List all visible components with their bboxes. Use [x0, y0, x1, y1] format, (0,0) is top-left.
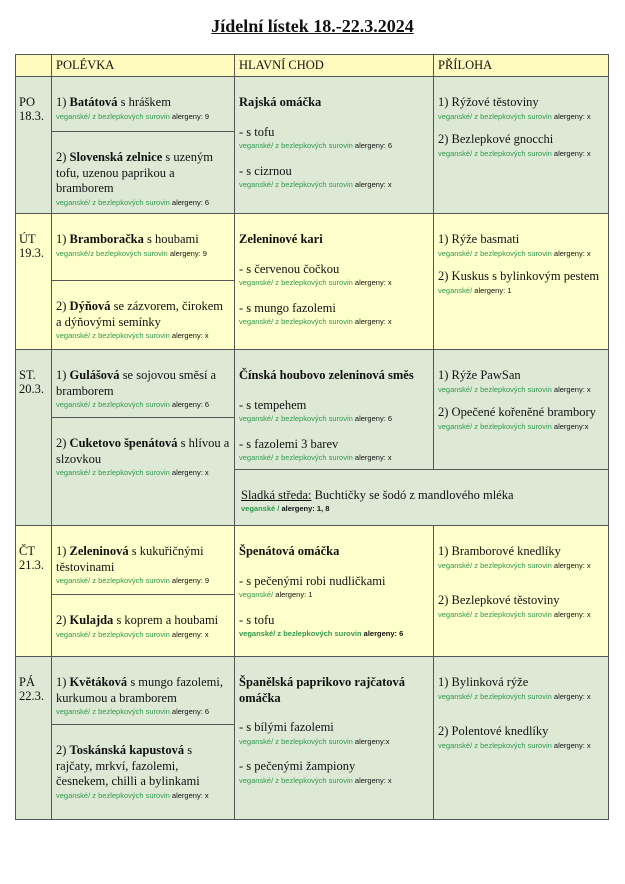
diet-note — [438, 609, 604, 620]
header-side: PŘÍLOHA — [434, 55, 609, 77]
vegan-label: veganské — [239, 775, 272, 785]
soup-description: se sojovou směsí a bramborem — [56, 368, 217, 398]
gluten-free-label: / z bezlepkových surovin — [470, 691, 552, 701]
diet-note — [438, 421, 604, 432]
allergens-label: alergeny: x — [354, 278, 392, 288]
side-item-text: 1) Bramborové knedlíky — [438, 544, 561, 558]
main-variant-text: - s pečenými žampiony — [239, 759, 356, 774]
main-variant — [239, 125, 429, 152]
gluten-free-label: / z bezlepkových surovin — [88, 111, 170, 121]
main-cell — [235, 526, 434, 657]
diet-note — [56, 629, 230, 640]
side-item-text: 1) Rýžové těstoviny — [438, 95, 539, 109]
day-cell — [16, 657, 52, 820]
diet-note — [239, 775, 429, 786]
side-item-text: 2) Kuskus s bylinkovým pestem — [438, 268, 600, 283]
soup-item — [56, 743, 230, 790]
vegan-label: veganské — [56, 790, 89, 800]
day-date: 19.3. — [19, 246, 44, 261]
soup-description: se zázvorem, čirokem a dýňovými semínky — [56, 299, 223, 329]
side-item — [438, 593, 604, 620]
diet-note — [239, 589, 429, 600]
main-variant-text: - s tofu — [239, 124, 275, 139]
side-item-text: 2) Bezlepkové gnocchi — [438, 131, 554, 146]
soup-item — [56, 150, 230, 197]
side-item — [438, 675, 604, 702]
allergens-label: alergeny: x — [354, 317, 392, 327]
allergens-label: alergeny: 1, 8 — [281, 504, 330, 513]
soup-description: s kukuřičnými těstovinami — [56, 544, 204, 574]
soup-cell — [52, 418, 235, 526]
allergens-label: alergeny: 6 — [354, 141, 393, 151]
soup-name: Květáková — [69, 675, 128, 689]
diet-note — [239, 413, 429, 424]
side-item — [438, 368, 604, 395]
soup-cell — [52, 725, 235, 820]
side-cell — [434, 526, 609, 657]
diet-note — [438, 148, 604, 159]
side-item-text: 2) Opečené kořeněné brambory — [438, 404, 596, 419]
day-date: 22.3. — [19, 689, 44, 704]
gluten-free-label: / z bezlepkových surovin — [88, 707, 170, 717]
day-row — [16, 526, 609, 595]
vegan-label: veganské — [239, 180, 272, 190]
allergens-label: alergeny: x — [354, 775, 392, 785]
day-label: ČT — [19, 544, 35, 558]
gluten-free-label: / z bezlepkových surovin — [88, 576, 170, 586]
vegan-label: veganské — [438, 560, 471, 570]
vegan-label: veganské — [438, 111, 471, 121]
day-date: 18.3. — [19, 109, 44, 124]
soup-name: Zeleninová — [69, 544, 129, 558]
allergens-label: alergeny:x — [354, 736, 390, 746]
soup-description: s hlívou a slzovkou — [56, 436, 230, 466]
day-label: PO — [19, 95, 35, 109]
soup-cell — [52, 526, 235, 595]
side-item-text: 1) Rýže PawSan — [438, 368, 521, 382]
soup-description: s hráškem — [117, 95, 171, 109]
diet-note — [438, 560, 604, 571]
header-row — [16, 55, 609, 77]
soup-number: 1) — [56, 544, 67, 558]
allergens-label: alergeny: 9 — [171, 111, 210, 121]
soup-cell — [52, 77, 235, 132]
main-variant — [239, 398, 429, 425]
day-date: 21.3. — [19, 558, 44, 573]
vegan-label: veganské — [438, 740, 471, 750]
soup-number: 2) — [56, 613, 67, 627]
diet-note — [239, 452, 429, 463]
allergens-label: alergeny: x — [553, 560, 591, 570]
vegan-label: veganské / — [241, 504, 280, 513]
vegan-label: veganské — [56, 576, 89, 586]
soup-item — [56, 675, 230, 706]
allergens-label: alergeny: x — [553, 609, 591, 619]
gluten-free-label: / z bezlepkových surovin — [271, 453, 353, 463]
page-title: Jídelní lístek 18.-22.3.2024 — [211, 16, 414, 36]
day-cell — [16, 77, 52, 214]
vegan-label: veganské — [239, 590, 272, 600]
vegan-label: veganské — [239, 736, 272, 746]
day-date: 20.3. — [19, 382, 44, 397]
soup-name: Toskánská kapustová — [69, 743, 185, 757]
side-item-text: 2) Polentové knedlíky — [438, 723, 549, 738]
soup-number: 2) — [56, 743, 67, 757]
soup-number: 1) — [56, 368, 67, 382]
soup-item — [56, 368, 230, 399]
soup-item — [56, 436, 230, 467]
main-variant — [239, 613, 429, 640]
diet-note — [56, 706, 230, 717]
gluten-free-label: / z bezlepkových surovin — [88, 629, 170, 639]
allergens-label: alergeny: x — [171, 331, 209, 341]
gluten-free-label: / z bezlepkových surovin — [271, 775, 353, 785]
gluten-free-label: / z bezlepkových surovin — [470, 148, 552, 158]
allergens-label: alergeny: x — [354, 453, 392, 463]
gluten-free-label: / z bezlepkových surovin — [271, 414, 353, 424]
soup-cell — [52, 132, 235, 214]
main-cell — [235, 77, 434, 214]
main-variant — [239, 437, 429, 464]
gluten-free-label: / z bezlepkových surovin — [271, 736, 353, 746]
main-title: Špenátová omáčka — [239, 544, 340, 558]
soup-item — [56, 299, 230, 330]
vegan-label: veganské — [438, 421, 471, 431]
main-variant-text: - s fazolemi 3 barev — [239, 436, 339, 451]
soup-item — [56, 613, 230, 629]
side-item — [438, 724, 604, 751]
soup-description: s koprem a houbami — [113, 613, 219, 627]
vegan-label: veganské — [239, 278, 272, 288]
allergens-label: alergeny:x — [553, 421, 589, 431]
soup-item — [56, 232, 230, 248]
gluten-free-label: / — [470, 285, 473, 295]
main-variant-text: - s cizrnou — [239, 163, 292, 178]
sweet-cell — [235, 470, 609, 526]
gluten-free-label: / z bezlepkových surovin — [271, 141, 353, 151]
gluten-free-label: / z bezlepkových surovin — [273, 629, 362, 639]
soup-description: s rajčaty, mrkví, fazolemi, česnekem, chilli a bylinkami — [56, 743, 200, 789]
gluten-free-label: / z bezlepkových surovin — [88, 790, 170, 800]
diet-note — [438, 740, 604, 751]
gluten-free-label: / z bezlepkových surovin — [88, 400, 170, 410]
sweet-text: Buchtičky se šodó z mandlového mléka — [311, 488, 514, 502]
allergens-label: alergeny: 9 — [171, 576, 210, 586]
main-variant-text: - s tempehem — [239, 397, 307, 412]
allergens-label: alergeny: x — [171, 629, 209, 639]
allergens-label: alergeny: 6 — [171, 197, 210, 207]
allergens-label: alergeny: 1 — [275, 590, 313, 600]
main-title: Rajská omáčka — [239, 95, 322, 109]
diet-note — [56, 111, 230, 122]
vegan-label: veganské — [56, 248, 89, 258]
side-item — [438, 132, 604, 159]
soup-cell — [52, 595, 235, 657]
soup-name: Gulášová — [69, 368, 120, 382]
day-row — [16, 77, 609, 132]
day-row — [16, 214, 609, 281]
header-day — [16, 55, 52, 77]
side-cell — [434, 657, 609, 820]
vegan-label: veganské — [438, 384, 471, 394]
gluten-free-label: / z bezlepkových surovin — [88, 331, 170, 341]
main-title: Španělská paprikovo rajčatová omáčka — [239, 675, 405, 705]
allergens-label: alergeny: x — [171, 468, 209, 478]
main-cell — [235, 657, 434, 820]
vegan-label: veganské — [438, 148, 471, 158]
day-label: PÁ — [19, 675, 35, 689]
vegan-label: veganské — [239, 317, 272, 327]
vegan-label: veganské — [239, 453, 272, 463]
gluten-free-label: / z bezlepkových surovin — [271, 278, 353, 288]
soup-name: Kulajda — [69, 613, 114, 627]
main-variant — [239, 301, 429, 328]
diet-note — [438, 384, 604, 395]
gluten-free-label: / z bezlepkových surovin — [470, 740, 552, 750]
day-label: ÚT — [19, 232, 36, 246]
allergens-label: alergeny: 9 — [169, 248, 207, 258]
allergens-label: alergeny: 1 — [474, 285, 512, 295]
soup-cell — [52, 350, 235, 418]
side-item-text: 2) Bezlepkové těstoviny — [438, 592, 560, 607]
soup-number: 1) — [56, 95, 67, 109]
gluten-free-label: / z bezlepkových surovin — [470, 111, 552, 121]
main-variant-text: - s mungo fazolemi — [239, 300, 336, 315]
day-cell — [16, 214, 52, 350]
diet-note — [56, 399, 230, 410]
main-variant — [239, 262, 429, 289]
side-item — [438, 544, 604, 571]
day-cell — [16, 350, 52, 526]
vegan-label: veganské — [239, 414, 272, 424]
soup-name: Cuketovo špenátová — [69, 436, 178, 450]
main-variant — [239, 720, 429, 747]
diet-note — [239, 179, 429, 190]
gluten-free-label: / z bezlepkových surovin — [470, 421, 552, 431]
side-item — [438, 405, 604, 432]
day-row — [16, 350, 609, 418]
diet-note — [56, 467, 230, 478]
day-label: ST. — [19, 368, 36, 382]
side-item — [438, 269, 604, 296]
allergens-label: alergeny: x — [553, 248, 591, 258]
main-title: Čínská houbovo zeleninová směs — [239, 368, 414, 382]
vegan-label: veganské — [56, 468, 89, 478]
soup-number: 2) — [56, 299, 67, 313]
main-variant — [239, 164, 429, 191]
vegan-label: veganské — [56, 197, 89, 207]
gluten-free-label: / z bezlepkových surovin — [470, 609, 552, 619]
main-cell — [235, 214, 434, 350]
main-variant-text: - s pečenými robi nudličkami — [239, 573, 386, 588]
vegan-label: veganské — [56, 331, 89, 341]
diet-note — [438, 111, 604, 122]
soup-description: s houbami — [143, 232, 199, 246]
soup-item — [56, 544, 230, 575]
allergens-label: alergeny: 6 — [171, 707, 210, 717]
allergens-label: alergeny: 6 — [171, 400, 210, 410]
soup-cell — [52, 657, 235, 725]
side-cell — [434, 350, 609, 470]
vegan-label: veganské — [438, 691, 471, 701]
main-title: Zeleninové kari — [239, 232, 323, 246]
main-variant-text: - s bílými fazolemi — [239, 720, 334, 735]
menu-table — [15, 54, 609, 820]
side-item — [438, 95, 604, 122]
header-soup: POLÉVKA — [52, 55, 235, 77]
soup-number: 2) — [56, 436, 67, 450]
gluten-free-label: / z bezlepkových surovin — [88, 197, 170, 207]
soup-cell — [52, 281, 235, 350]
diet-note — [239, 316, 429, 327]
diet-note — [56, 330, 230, 341]
day-row — [16, 657, 609, 725]
allergens-label: alergeny: 6 — [354, 414, 393, 424]
main-variant-text: - s červenou čočkou — [239, 261, 340, 276]
sweet-line — [241, 488, 604, 503]
diet-note — [438, 691, 604, 702]
vegan-label: veganské — [438, 248, 471, 258]
gluten-free-label: / z bezlepkových surovin — [271, 317, 353, 327]
vegan-label: veganské — [56, 400, 89, 410]
soup-name: Bramboračka — [69, 232, 144, 246]
diet-note — [56, 575, 230, 586]
diet-note — [56, 197, 230, 208]
diet-note — [239, 736, 429, 747]
soup-item — [56, 95, 230, 111]
gluten-free-label: / z bezlepkových surovin — [470, 248, 552, 258]
main-variant — [239, 574, 429, 601]
diet-note — [241, 503, 604, 514]
vegan-label: veganské — [438, 609, 471, 619]
soup-number: 1) — [56, 675, 67, 689]
side-item-text: 1) Bylinková rýže — [438, 675, 529, 689]
allergens-label: alergeny: x — [354, 180, 392, 190]
gluten-free-label: / — [271, 590, 274, 600]
main-variant-text: - s tofu — [239, 612, 275, 627]
side-item-text: 1) Rýže basmati — [438, 232, 520, 246]
sweet-label: Sladká středa: — [241, 488, 312, 502]
diet-note — [438, 248, 604, 259]
vegan-label: veganské — [56, 629, 89, 639]
diet-note — [438, 285, 604, 296]
soup-name: Batátová — [69, 95, 118, 109]
vegan-label: veganské — [239, 141, 272, 151]
diet-note — [239, 628, 429, 639]
gluten-free-label: / z bezlepkových surovin — [271, 180, 353, 190]
vegan-label: veganské — [56, 111, 89, 121]
vegan-label: veganské — [438, 285, 471, 295]
diet-note — [239, 277, 429, 288]
gluten-free-label: / z bezlepkových surovin — [88, 468, 170, 478]
vegan-label: veganské — [56, 707, 89, 717]
allergens-label: alergeny: x — [553, 384, 591, 394]
soup-number: 1) — [56, 232, 67, 246]
allergens-label: alergeny: 6 — [363, 629, 404, 639]
vegan-label: veganské — [239, 629, 274, 639]
soup-description: s uzeným tofu, uzenou paprikou a bramborem — [56, 150, 213, 196]
allergens-label: alergeny: x — [171, 790, 209, 800]
soup-cell — [52, 214, 235, 281]
diet-note — [239, 140, 429, 151]
allergens-label: alergeny: x — [553, 111, 591, 121]
allergens-label: alergeny: x — [553, 691, 591, 701]
soup-description: s mungo fazolemi, kurkumou a bramborem — [56, 675, 224, 705]
header-main: HLAVNÍ CHOD — [235, 55, 434, 77]
side-item — [438, 232, 604, 259]
diet-note — [56, 248, 230, 259]
soup-name: Dýňová — [69, 299, 111, 313]
gluten-free-label: /z bezlepkových surovin — [88, 248, 168, 258]
gluten-free-label: / z bezlepkových surovin — [470, 384, 552, 394]
side-cell — [434, 214, 609, 350]
soup-number: 2) — [56, 150, 67, 164]
main-cell — [235, 350, 434, 470]
allergens-label: alergeny: x — [553, 740, 591, 750]
gluten-free-label: / z bezlepkových surovin — [470, 560, 552, 570]
allergens-label: alergeny: x — [553, 148, 591, 158]
day-cell — [16, 526, 52, 657]
main-variant — [239, 759, 429, 786]
diet-note — [56, 790, 230, 801]
side-cell — [434, 77, 609, 214]
soup-name: Slovenská zelnice — [69, 150, 163, 164]
